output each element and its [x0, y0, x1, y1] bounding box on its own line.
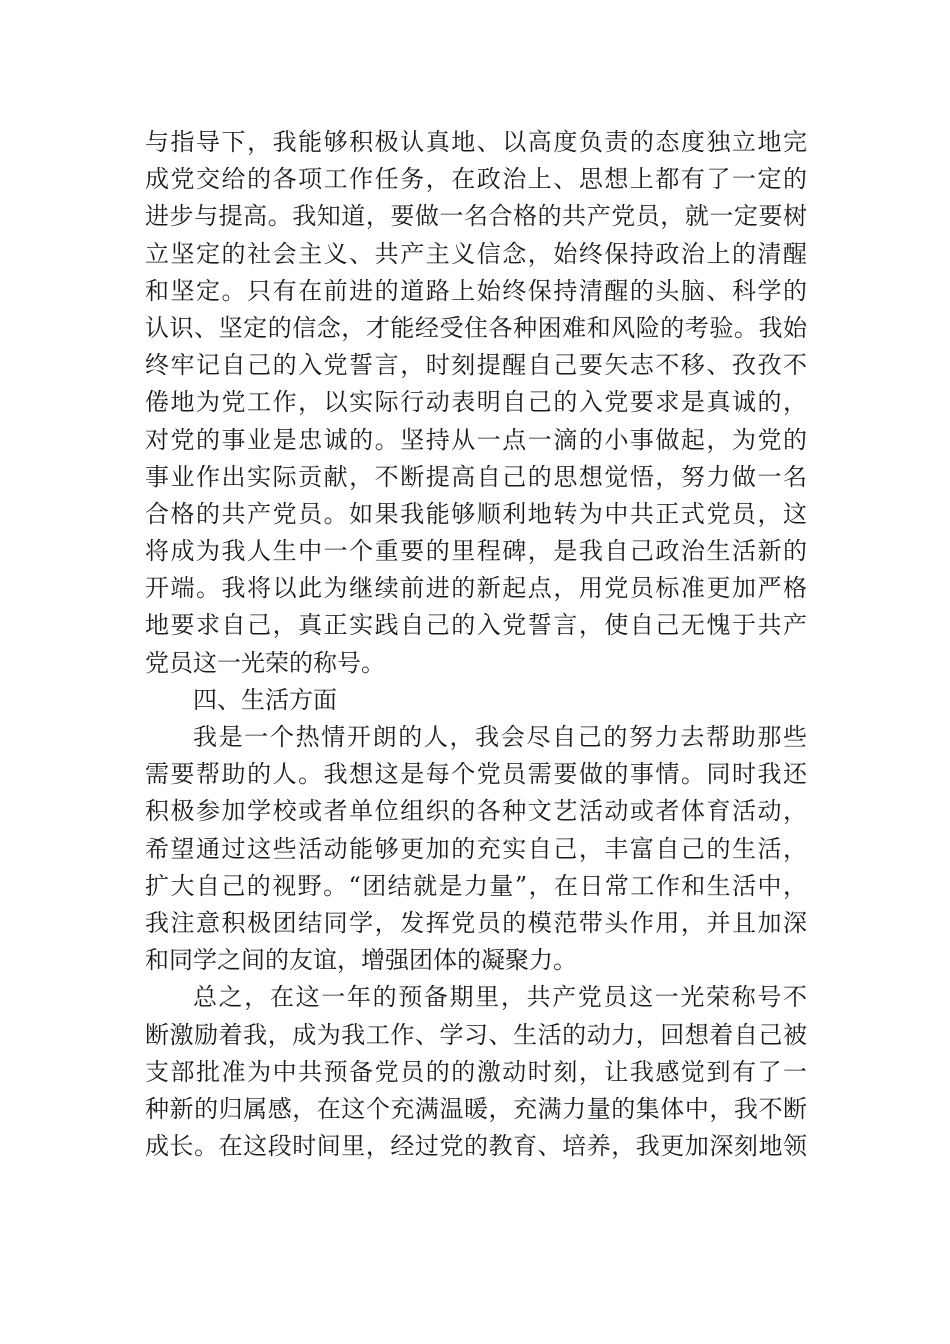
text-line: 合格的共产党员。如果我能够顺利地转为中共正式党员，这 — [145, 499, 807, 528]
text-line: 断激励着我，成为我工作、学习、生活的动力，回想着自己被 — [145, 1020, 807, 1049]
text-line: 进步与提高。我知道，要做一名合格的共产党员，就一定要树 — [145, 202, 807, 231]
text-line: 我是一个热情开朗的人，我会尽自己的努力去帮助那些 — [193, 723, 807, 751]
text-line: 党员这一光荣的称号。 — [145, 648, 385, 677]
text-line: 认识、坚定的信念，才能经受住各种困难和风险的考验。我始 — [145, 313, 807, 342]
text-line: 和同学之间的友谊，增强团体的凝聚力。 — [145, 946, 577, 975]
section-heading: 四、生活方面 — [193, 685, 337, 714]
text-line: 成党交给的各项工作任务，在政治上、思想上都有了一定的 — [145, 165, 807, 194]
text-line: 对党的事业是忠诚的。坚持从一点一滴的小事做起，为党的 — [145, 425, 807, 454]
text-line: 种新的归属感，在这个充满温暖，充满力量的集体中，我不断 — [145, 1094, 807, 1123]
text-line: 希望通过这些活动能够更加的充实自己，丰富自己的生活， — [145, 834, 807, 863]
text-line: 开端。我将以此为继续前进的新起点，用党员标准更加严格 — [145, 574, 807, 603]
text-line: 终牢记自己的入党誓言，时刻提醒自己要矢志不移、孜孜不 — [145, 351, 807, 380]
text-line: 事业作出实际贡献，不断提高自己的思想觉悟，努力做一名 — [145, 462, 807, 491]
text-line: 积极参加学校或者单位组织的各种文艺活动或者体育活动， — [145, 797, 807, 826]
body-text — [145, 124, 807, 1165]
text-line: 总之，在这一年的预备期里，共产党员这一光荣称号不 — [193, 983, 807, 1012]
text-line: 成长。在这段时间里，经过党的教育、培养，我更加深刻地领 — [145, 1132, 807, 1161]
text-line: 和坚定。只有在前进的道路上始终保持清醒的头脑、科学的 — [145, 276, 807, 305]
text-line: 我注意积极团结同学，发挥党员的模范带头作用，并且加深 — [145, 908, 807, 937]
text-line: 与指导下，我能够积极认真地、以高度负责的态度独立地完 — [145, 128, 807, 156]
text-line: 立坚定的社会主义、共产主义信念，始终保持政治上的清醒 — [145, 239, 807, 268]
text-line: 倦地为党工作，以实际行动表明自己的入党要求是真诚的， — [145, 388, 807, 417]
text-line: 扩大自己的视野。“团结就是力量”，在日常工作和生活中， — [145, 871, 807, 900]
text-line: 将成为我人生中一个重要的里程碑，是我自己政治生活新的 — [145, 537, 807, 566]
text-line: 地要求自己，真正实践自己的入党誓言，使自己无愧于共产 — [145, 611, 807, 640]
text-line: 支部批准为中共预备党员的的激动时刻，让我感觉到有了一 — [145, 1057, 807, 1086]
text-line: 需要帮助的人。我想这是每个党员需要做的事情。同时我还 — [145, 760, 807, 789]
